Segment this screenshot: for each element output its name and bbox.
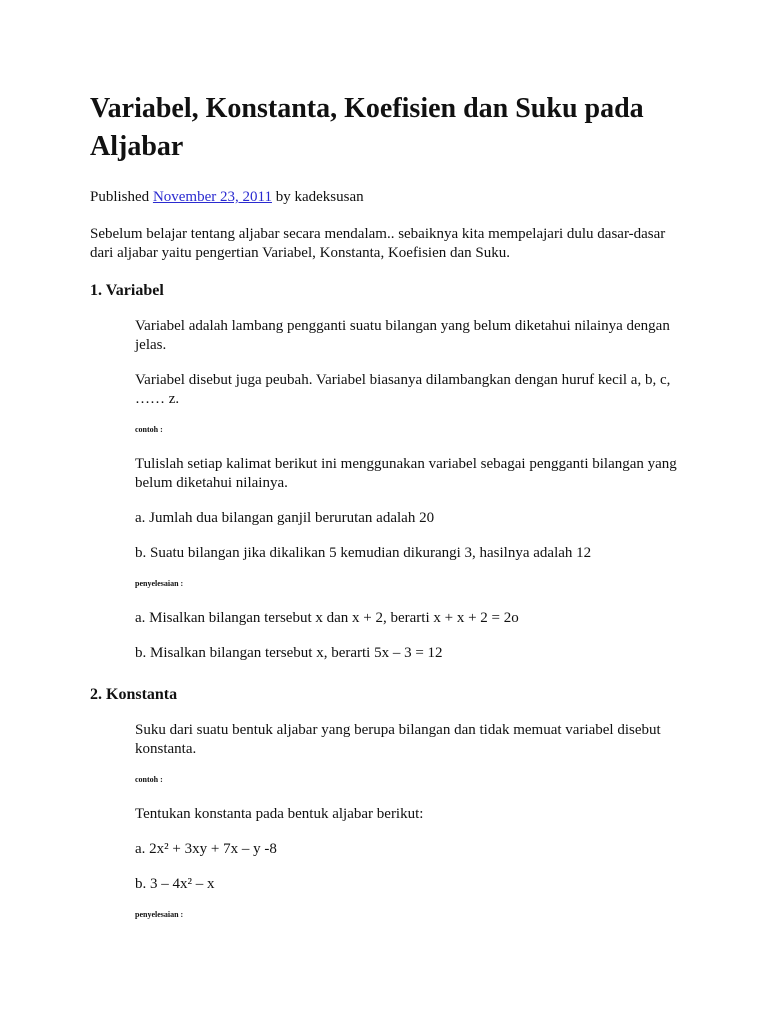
penyelesaian-label: penyelesaian : bbox=[135, 910, 184, 919]
contoh-label: contoh : bbox=[135, 425, 163, 434]
intro-paragraph: Sebelum belajar tentang aljabar secara mendalam.. sebaiknya kita mempelajari dulu dasar-dasar dari aljabar yaitu pengertian Variabel, Konstanta, Koefisien dan Suku. bbox=[90, 226, 666, 261]
post-date-link[interactable]: November 23, 2011 bbox=[152, 189, 272, 205]
paragraph: Variabel adalah lambang pengganti suatu bilangan yang belum diketahui nilainya dengan jelas. bbox=[135, 318, 670, 353]
section-konstanta-body bbox=[135, 721, 690, 920]
author-text: by kadeksusan bbox=[275, 189, 364, 205]
section-variabel-body bbox=[135, 317, 690, 663]
contoh-label: contoh : bbox=[135, 775, 163, 784]
section-heading-variabel: 1. Variabel bbox=[90, 282, 164, 299]
list-item: a. Jumlah dua bilangan ganjil berurutan adalah 20 bbox=[135, 510, 435, 526]
list-item: a. 2x² + 3xy + 7x – y -8 bbox=[135, 841, 277, 857]
penyelesaian-label: penyelesaian : bbox=[135, 579, 184, 588]
list-item: b. 3 – 4x² – x bbox=[135, 876, 215, 892]
paragraph: Variabel disebut juga peubah. Variabel biasanya dilambangkan dengan huruf kecil a, b, c, …… z. bbox=[135, 372, 671, 407]
list-item: a. Misalkan bilangan tersebut x dan x + 2, berarti x + x + 2 = 2o bbox=[135, 610, 519, 626]
list-item: b. Suatu bilangan jika dikalikan 5 kemudian dikurangi 3, hasilnya adalah 12 bbox=[135, 545, 592, 561]
post-meta bbox=[90, 188, 690, 207]
paragraph: Suku dari suatu bentuk aljabar yang berupa bilangan dan tidak memuat variabel disebut konstanta. bbox=[135, 722, 661, 757]
list-item: b. Misalkan bilangan tersebut x, berarti 5x – 3 = 12 bbox=[135, 645, 443, 661]
paragraph: Tulislah setiap kalimat berikut ini menggunakan variabel sebagai pengganti bilangan yang belum diketahui nilainya. bbox=[135, 456, 677, 491]
article-title: Variabel, Konstanta, Koefisien dan Suku pada Aljabar bbox=[90, 93, 644, 162]
paragraph: Tentukan konstanta pada bentuk aljabar berikut: bbox=[135, 806, 424, 822]
section-heading-konstanta: 2. Konstanta bbox=[90, 686, 178, 703]
article bbox=[90, 90, 690, 940]
published-label: Published bbox=[90, 189, 150, 205]
